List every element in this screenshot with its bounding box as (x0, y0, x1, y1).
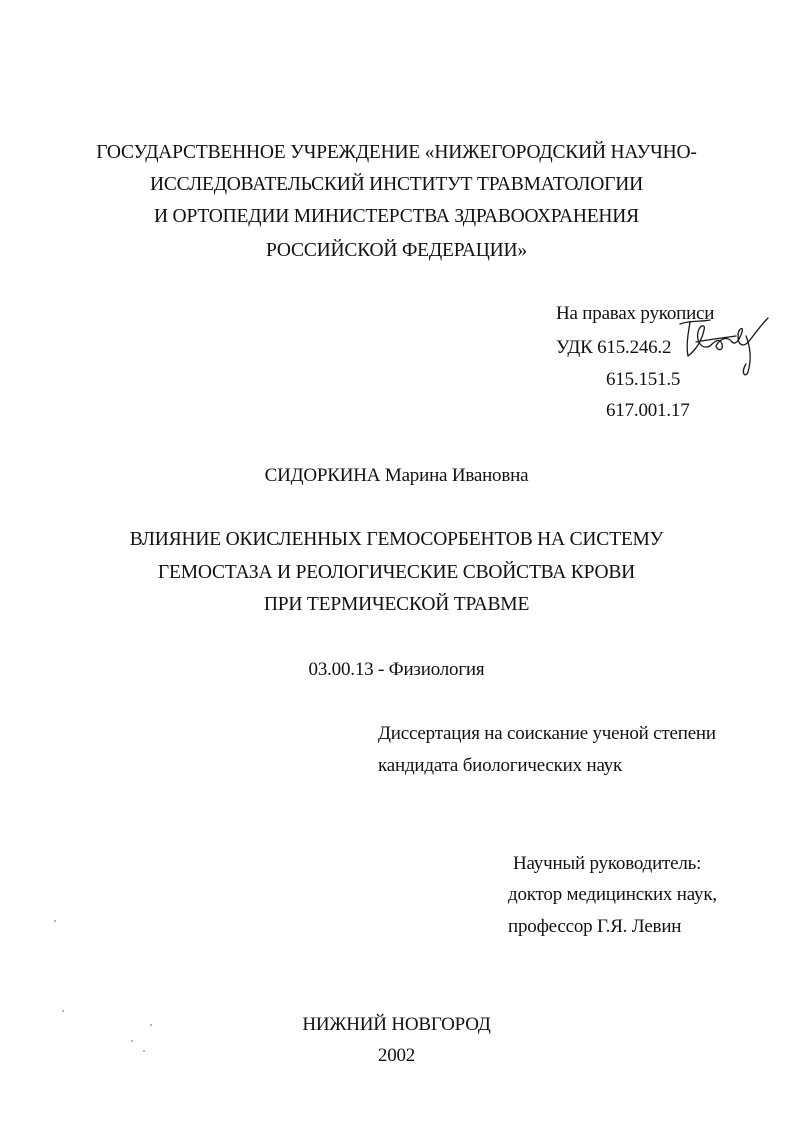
scan-speck (143, 1050, 145, 1052)
author-signature (676, 316, 776, 380)
institution-line-3: И ОРТОПЕДИИ МИНИСТЕРСТВА ЗДРАВООХРАНЕНИЯ (154, 206, 639, 227)
title-line-1: ВЛИЯНИЕ ОКИСЛЕННЫХ ГЕМОСОРБЕНТОВ НА СИСТЕМУ (129, 529, 664, 550)
udk-code-2: 615.151.5 (606, 369, 681, 390)
institution-line-2: ИССЛЕДОВАТЕЛЬСКИЙ ИНСТИТУТ ТРАВМАТОЛОГИИ (149, 174, 644, 195)
institution-line-4: РОССИЙСКОЙ ФЕДЕРАЦИИ» (266, 240, 527, 261)
degree-line-2: кандидата биологических наук (378, 755, 623, 776)
udk-code-1: УДК 615.246.2 (556, 337, 672, 358)
author-name: СИДОРКИНА Марина Ивановна (264, 465, 529, 486)
title-line-3: ПРИ ТЕРМИЧЕСКОЙ ТРАВМЕ (263, 594, 530, 615)
udk-code-3: 617.001.17 (606, 400, 690, 421)
scan-speck (131, 1040, 133, 1042)
supervisor-name: профессор Г.Я. Левин (508, 916, 682, 937)
supervisor-degree: доктор медицинских наук, (508, 884, 717, 905)
scan-speck (150, 1024, 152, 1026)
degree-line-1: Диссертация на соискание ученой степени (378, 723, 716, 744)
scan-speck (62, 1010, 64, 1012)
title-line-2: ГЕМОСТАЗА И РЕОЛОГИЧЕСКИЕ СВОЙСТВА КРОВИ (157, 562, 636, 583)
scan-speck (54, 920, 56, 922)
specialty: 03.00.13 - Физиология (308, 659, 485, 680)
city: НИЖНИЙ НОВГОРОД (302, 1014, 491, 1035)
institution-line-1: ГОСУДАРСТВЕННОЕ УЧРЕЖДЕНИЕ «НИЖЕГОРОДСКИЙ НАУЧНО- (96, 142, 697, 163)
year: 2002 (377, 1045, 416, 1066)
supervisor-role: Научный руководитель: (513, 853, 702, 874)
manuscript-rights: На правах рукописи (556, 303, 715, 324)
